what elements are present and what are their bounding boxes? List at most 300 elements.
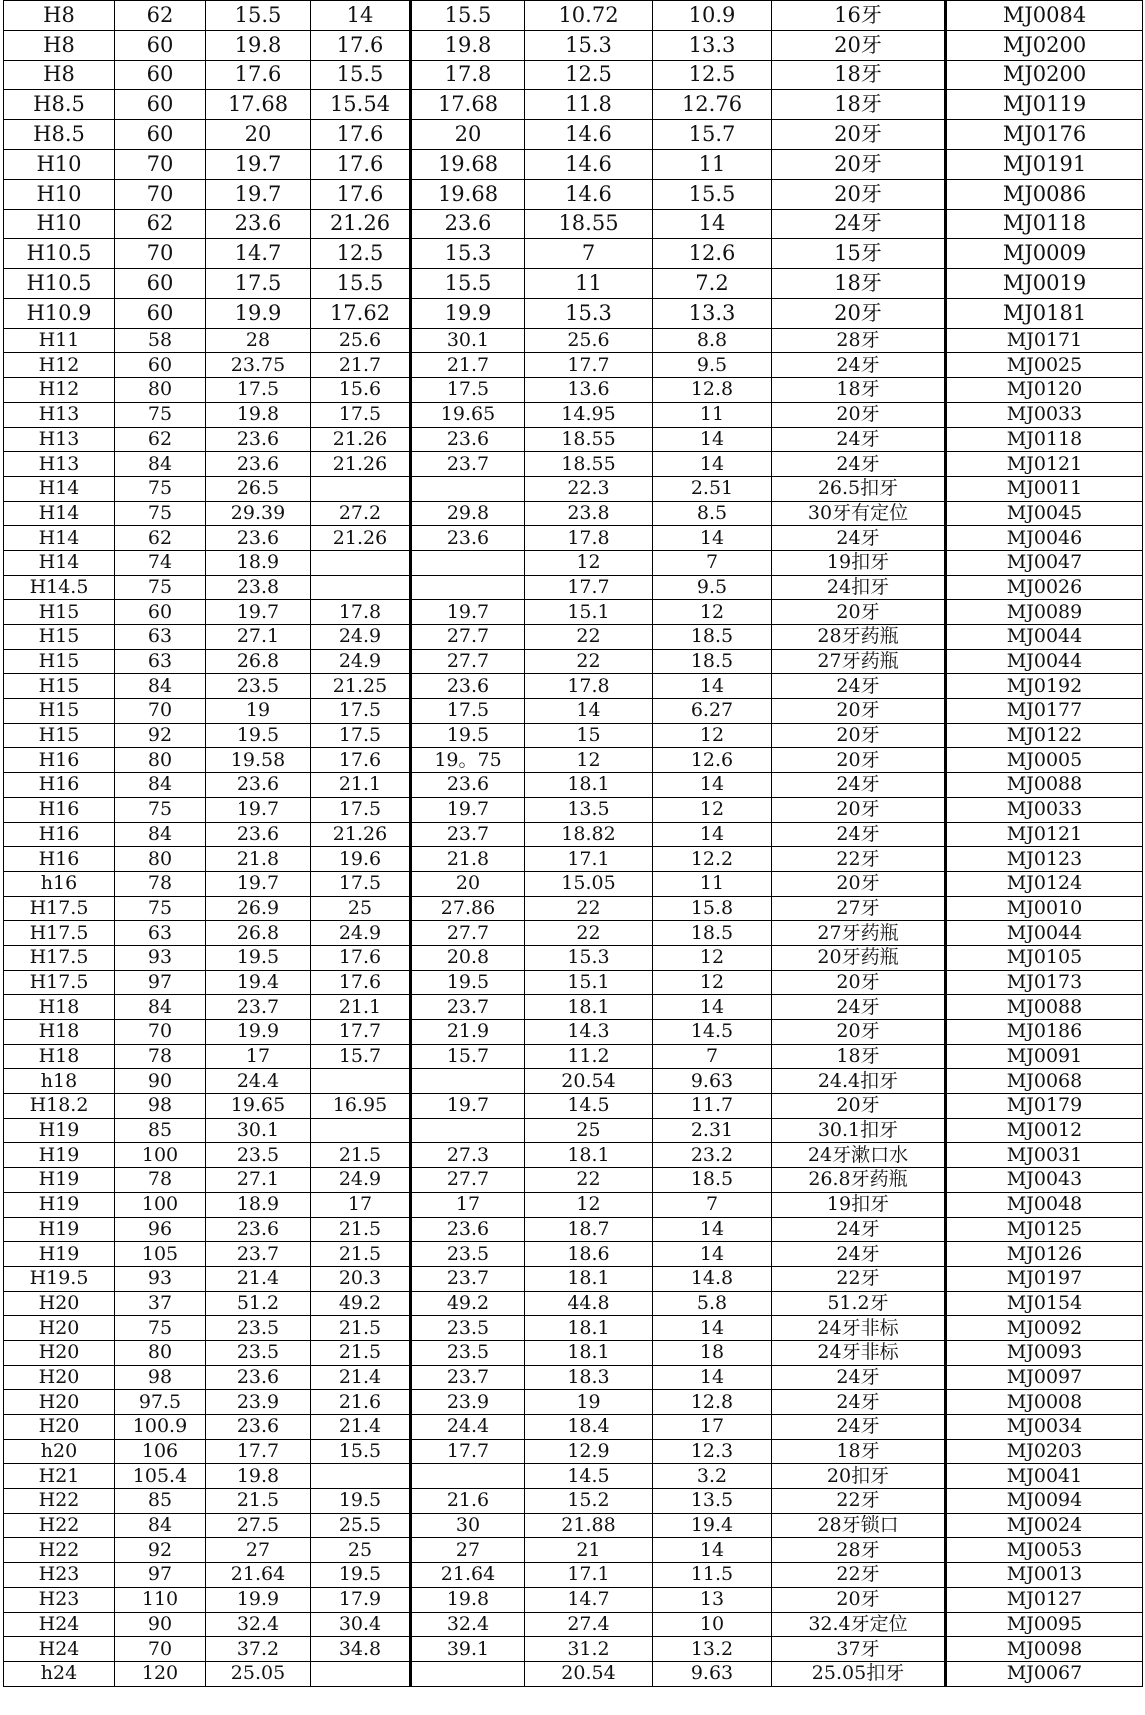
outer-dia-cell: 19.65 <box>206 1094 311 1119</box>
cap-dia-cell: 19.65 <box>411 402 525 427</box>
code-cell: MJ0044 <box>946 625 1143 650</box>
inner-dia-cell: 15.7 <box>311 1044 411 1069</box>
table-row <box>4 1094 1143 1119</box>
bore-cell: 13.6 <box>525 378 653 403</box>
cap-dia-cell: 23.6 <box>411 427 525 452</box>
depth-cell: 12 <box>653 945 772 970</box>
model-cell: H15 <box>4 699 115 724</box>
depth-cell: 7 <box>653 1044 772 1069</box>
inner-dia-cell: 21.26 <box>311 452 411 477</box>
outer-dia-cell: 30.1 <box>206 1118 311 1143</box>
thread-cell: 19扣牙 <box>772 550 946 575</box>
inner-dia-cell: 14 <box>311 1 411 31</box>
cap-dia-cell <box>411 575 525 600</box>
code-cell: MJ0046 <box>946 526 1143 551</box>
table-row <box>4 1563 1143 1588</box>
outer-dia-cell: 25.05 <box>206 1661 311 1686</box>
depth-cell: 9.5 <box>653 353 772 378</box>
bore-cell: 18.55 <box>525 209 653 239</box>
cap-dia-cell: 21.64 <box>411 1563 525 1588</box>
cap-dia-cell: 19.8 <box>411 30 525 60</box>
thread-cell: 18牙 <box>772 378 946 403</box>
cap-dia-cell: 23.7 <box>411 1365 525 1390</box>
model-cell: H10.5 <box>4 269 115 299</box>
bore-cell: 22 <box>525 625 653 650</box>
depth-cell: 18.5 <box>653 1168 772 1193</box>
bore-cell: 11 <box>525 269 653 299</box>
outer-dia-cell: 19.4 <box>206 970 311 995</box>
inner-dia-cell: 15.5 <box>311 1439 411 1464</box>
cap-dia-cell: 19.7 <box>411 797 525 822</box>
height-cell: 60 <box>115 269 206 299</box>
inner-dia-cell: 25.5 <box>311 1513 411 1538</box>
code-cell: MJ0124 <box>946 871 1143 896</box>
spec-table <box>3 0 1143 1687</box>
cap-dia-cell: 39.1 <box>411 1637 525 1662</box>
table-row <box>4 1316 1143 1341</box>
height-cell: 74 <box>115 550 206 575</box>
height-cell: 62 <box>115 1 206 31</box>
outer-dia-cell: 20 <box>206 120 311 150</box>
bore-cell: 12.5 <box>525 60 653 90</box>
bore-cell: 18.1 <box>525 1340 653 1365</box>
code-cell: MJ0121 <box>946 822 1143 847</box>
inner-dia-cell: 20.3 <box>311 1266 411 1291</box>
depth-cell: 12.3 <box>653 1439 772 1464</box>
depth-cell: 7 <box>653 550 772 575</box>
outer-dia-cell: 17 <box>206 1044 311 1069</box>
table-row <box>4 1538 1143 1563</box>
inner-dia-cell: 17.7 <box>311 1020 411 1045</box>
height-cell: 100.9 <box>115 1415 206 1440</box>
inner-dia-cell: 21.5 <box>311 1143 411 1168</box>
table-row <box>4 501 1143 526</box>
code-cell: MJ0179 <box>946 1094 1143 1119</box>
depth-cell: 14.5 <box>653 1020 772 1045</box>
table-row <box>4 1217 1143 1242</box>
model-cell: H10 <box>4 209 115 239</box>
inner-dia-cell: 19.5 <box>311 1563 411 1588</box>
bore-cell: 12 <box>525 1192 653 1217</box>
table-row <box>4 575 1143 600</box>
height-cell: 80 <box>115 847 206 872</box>
thread-cell: 18牙 <box>772 60 946 90</box>
outer-dia-cell: 18.9 <box>206 550 311 575</box>
inner-dia-cell: 30.4 <box>311 1612 411 1637</box>
code-cell: MJ0154 <box>946 1291 1143 1316</box>
depth-cell: 15.7 <box>653 120 772 150</box>
height-cell: 84 <box>115 674 206 699</box>
depth-cell: 12.5 <box>653 60 772 90</box>
table-row <box>4 921 1143 946</box>
height-cell: 97 <box>115 970 206 995</box>
model-cell: H17.5 <box>4 896 115 921</box>
depth-cell: 3.2 <box>653 1464 772 1489</box>
thread-cell: 20牙 <box>772 298 946 328</box>
thread-cell: 27牙药瓶 <box>772 921 946 946</box>
model-cell: H14 <box>4 476 115 501</box>
cap-dia-cell: 20 <box>411 120 525 150</box>
table-row <box>4 970 1143 995</box>
bore-cell: 14 <box>525 699 653 724</box>
thread-cell: 24牙 <box>772 995 946 1020</box>
bore-cell: 15.1 <box>525 600 653 625</box>
depth-cell: 13.3 <box>653 298 772 328</box>
cap-dia-cell: 23.7 <box>411 822 525 847</box>
depth-cell: 6.27 <box>653 699 772 724</box>
table-row <box>4 1168 1143 1193</box>
height-cell: 60 <box>115 60 206 90</box>
code-cell: MJ0047 <box>946 550 1143 575</box>
outer-dia-cell: 19 <box>206 699 311 724</box>
thread-cell: 24牙非标 <box>772 1316 946 1341</box>
inner-dia-cell: 21.4 <box>311 1365 411 1390</box>
outer-dia-cell: 23.8 <box>206 575 311 600</box>
height-cell: 70 <box>115 1020 206 1045</box>
thread-cell: 20牙 <box>772 723 946 748</box>
table-row <box>4 674 1143 699</box>
thread-cell: 20牙 <box>772 1020 946 1045</box>
depth-cell: 14 <box>653 674 772 699</box>
model-cell: H10.9 <box>4 298 115 328</box>
cap-dia-cell: 17.68 <box>411 90 525 120</box>
table-row <box>4 945 1143 970</box>
thread-cell: 20牙 <box>772 1094 946 1119</box>
model-cell: H15 <box>4 723 115 748</box>
outer-dia-cell: 17.68 <box>206 90 311 120</box>
outer-dia-cell: 37.2 <box>206 1637 311 1662</box>
model-cell: H22 <box>4 1513 115 1538</box>
table-row <box>4 748 1143 773</box>
outer-dia-cell: 19.7 <box>206 600 311 625</box>
model-cell: H20 <box>4 1415 115 1440</box>
depth-cell: 12.8 <box>653 378 772 403</box>
height-cell: 92 <box>115 723 206 748</box>
model-cell: H24 <box>4 1612 115 1637</box>
cap-dia-cell: 17.8 <box>411 60 525 90</box>
inner-dia-cell: 17.5 <box>311 723 411 748</box>
depth-cell: 11.5 <box>653 1563 772 1588</box>
spec-sheet <box>3 0 1142 1687</box>
inner-dia-cell: 21.4 <box>311 1415 411 1440</box>
height-cell: 70 <box>115 149 206 179</box>
height-cell: 98 <box>115 1365 206 1390</box>
code-cell: MJ0098 <box>946 1637 1143 1662</box>
outer-dia-cell: 24.4 <box>206 1069 311 1094</box>
cap-dia-cell: 17 <box>411 1192 525 1217</box>
code-cell: MJ0119 <box>946 90 1143 120</box>
model-cell: H13 <box>4 452 115 477</box>
outer-dia-cell: 17.5 <box>206 269 311 299</box>
cap-dia-cell: 20 <box>411 871 525 896</box>
model-cell: H20 <box>4 1291 115 1316</box>
height-cell: 75 <box>115 476 206 501</box>
depth-cell: 12.6 <box>653 748 772 773</box>
depth-cell: 5.8 <box>653 1291 772 1316</box>
code-cell: MJ0024 <box>946 1513 1143 1538</box>
model-cell: H17.5 <box>4 945 115 970</box>
model-cell: H13 <box>4 402 115 427</box>
height-cell: 84 <box>115 822 206 847</box>
depth-cell: 14 <box>653 1242 772 1267</box>
cap-dia-cell: 21.6 <box>411 1489 525 1514</box>
code-cell: MJ0084 <box>946 1 1143 31</box>
bore-cell: 14.95 <box>525 402 653 427</box>
height-cell: 63 <box>115 921 206 946</box>
bore-cell: 20.54 <box>525 1069 653 1094</box>
code-cell: MJ0088 <box>946 773 1143 798</box>
depth-cell: 12.2 <box>653 847 772 872</box>
depth-cell: 12 <box>653 600 772 625</box>
code-cell: MJ0191 <box>946 149 1143 179</box>
cap-dia-cell <box>411 1464 525 1489</box>
thread-cell: 18牙 <box>772 269 946 299</box>
cap-dia-cell: 19.5 <box>411 723 525 748</box>
height-cell: 100 <box>115 1143 206 1168</box>
bore-cell: 15.2 <box>525 1489 653 1514</box>
bore-cell: 14.6 <box>525 149 653 179</box>
bore-cell: 18.1 <box>525 773 653 798</box>
table-row <box>4 452 1143 477</box>
model-cell: H16 <box>4 822 115 847</box>
model-cell: H19 <box>4 1242 115 1267</box>
table-row <box>4 427 1143 452</box>
model-cell: H19 <box>4 1168 115 1193</box>
thread-cell: 20扣牙 <box>772 1464 946 1489</box>
inner-dia-cell: 21.1 <box>311 995 411 1020</box>
cap-dia-cell: 32.4 <box>411 1612 525 1637</box>
outer-dia-cell: 28 <box>206 328 311 353</box>
model-cell: H16 <box>4 797 115 822</box>
outer-dia-cell: 27.5 <box>206 1513 311 1538</box>
height-cell: 58 <box>115 328 206 353</box>
table-row <box>4 797 1143 822</box>
height-cell: 105.4 <box>115 1464 206 1489</box>
inner-dia-cell <box>311 1661 411 1686</box>
inner-dia-cell: 25.6 <box>311 328 411 353</box>
outer-dia-cell: 17.6 <box>206 60 311 90</box>
table-row <box>4 239 1143 269</box>
table-row <box>4 1365 1143 1390</box>
cap-dia-cell: 19.7 <box>411 600 525 625</box>
depth-cell: 11 <box>653 871 772 896</box>
code-cell: MJ0033 <box>946 402 1143 427</box>
thread-cell: 20牙 <box>772 871 946 896</box>
bore-cell: 15.05 <box>525 871 653 896</box>
depth-cell: 14 <box>653 526 772 551</box>
cap-dia-cell: 27.7 <box>411 625 525 650</box>
height-cell: 84 <box>115 452 206 477</box>
thread-cell: 24牙非标 <box>772 1340 946 1365</box>
model-cell: H8.5 <box>4 90 115 120</box>
height-cell: 75 <box>115 575 206 600</box>
bore-cell: 17.1 <box>525 847 653 872</box>
thread-cell: 24扣牙 <box>772 575 946 600</box>
outer-dia-cell: 23.6 <box>206 1415 311 1440</box>
outer-dia-cell: 23.6 <box>206 209 311 239</box>
inner-dia-cell <box>311 1464 411 1489</box>
cap-dia-cell: 15.5 <box>411 1 525 31</box>
cap-dia-cell: 30 <box>411 1513 525 1538</box>
model-cell: H18 <box>4 1020 115 1045</box>
height-cell: 60 <box>115 600 206 625</box>
bore-cell: 18.1 <box>525 1143 653 1168</box>
inner-dia-cell: 19.5 <box>311 1489 411 1514</box>
model-cell: H17.5 <box>4 970 115 995</box>
depth-cell: 14 <box>653 995 772 1020</box>
bore-cell: 15.3 <box>525 30 653 60</box>
inner-dia-cell: 24.9 <box>311 921 411 946</box>
bore-cell: 22 <box>525 1168 653 1193</box>
height-cell: 84 <box>115 1513 206 1538</box>
thread-cell: 28牙药瓶 <box>772 625 946 650</box>
inner-dia-cell: 17.6 <box>311 30 411 60</box>
table-row <box>4 625 1143 650</box>
outer-dia-cell: 21.5 <box>206 1489 311 1514</box>
code-cell: MJ0048 <box>946 1192 1143 1217</box>
height-cell: 78 <box>115 1044 206 1069</box>
depth-cell: 15.5 <box>653 179 772 209</box>
code-cell: MJ0186 <box>946 1020 1143 1045</box>
code-cell: MJ0088 <box>946 995 1143 1020</box>
depth-cell: 18.5 <box>653 625 772 650</box>
cap-dia-cell: 15.7 <box>411 1044 525 1069</box>
code-cell: MJ0095 <box>946 1612 1143 1637</box>
bore-cell: 18.1 <box>525 1316 653 1341</box>
depth-cell: 2.51 <box>653 476 772 501</box>
inner-dia-cell: 15.5 <box>311 269 411 299</box>
height-cell: 105 <box>115 1242 206 1267</box>
code-cell: MJ0203 <box>946 1439 1143 1464</box>
bore-cell: 7 <box>525 239 653 269</box>
bore-cell: 18.4 <box>525 1415 653 1440</box>
code-cell: MJ0173 <box>946 970 1143 995</box>
code-cell: MJ0043 <box>946 1168 1143 1193</box>
code-cell: MJ0033 <box>946 797 1143 822</box>
table-row <box>4 60 1143 90</box>
model-cell: H18 <box>4 995 115 1020</box>
inner-dia-cell: 34.8 <box>311 1637 411 1662</box>
cap-dia-cell <box>411 1118 525 1143</box>
bore-cell: 15.3 <box>525 298 653 328</box>
thread-cell: 20牙 <box>772 149 946 179</box>
height-cell: 84 <box>115 995 206 1020</box>
model-cell: H13 <box>4 427 115 452</box>
model-cell: H20 <box>4 1340 115 1365</box>
outer-dia-cell: 27 <box>206 1538 311 1563</box>
thread-cell: 24牙 <box>772 1415 946 1440</box>
bore-cell: 22.3 <box>525 476 653 501</box>
bore-cell: 15.3 <box>525 945 653 970</box>
outer-dia-cell: 23.7 <box>206 1242 311 1267</box>
inner-dia-cell: 17.6 <box>311 149 411 179</box>
depth-cell: 12.76 <box>653 90 772 120</box>
bore-cell: 44.8 <box>525 1291 653 1316</box>
depth-cell: 11.7 <box>653 1094 772 1119</box>
table-row <box>4 773 1143 798</box>
inner-dia-cell: 16.95 <box>311 1094 411 1119</box>
depth-cell: 9.63 <box>653 1069 772 1094</box>
inner-dia-cell: 21.1 <box>311 773 411 798</box>
bore-cell: 21 <box>525 1538 653 1563</box>
bore-cell: 18.7 <box>525 1217 653 1242</box>
outer-dia-cell: 21.4 <box>206 1266 311 1291</box>
table-row <box>4 120 1143 150</box>
thread-cell: 24牙 <box>772 526 946 551</box>
outer-dia-cell: 23.6 <box>206 526 311 551</box>
thread-cell: 24牙 <box>772 452 946 477</box>
table-row <box>4 298 1143 328</box>
outer-dia-cell: 23.9 <box>206 1390 311 1415</box>
model-cell: H19 <box>4 1217 115 1242</box>
depth-cell: 7 <box>653 1192 772 1217</box>
inner-dia-cell: 21.5 <box>311 1242 411 1267</box>
thread-cell: 20牙药瓶 <box>772 945 946 970</box>
bore-cell: 15.1 <box>525 970 653 995</box>
thread-cell: 20牙 <box>772 120 946 150</box>
code-cell: MJ0118 <box>946 209 1143 239</box>
depth-cell: 19.4 <box>653 1513 772 1538</box>
height-cell: 93 <box>115 1266 206 1291</box>
outer-dia-cell: 19.5 <box>206 945 311 970</box>
code-cell: MJ0034 <box>946 1415 1143 1440</box>
outer-dia-cell: 23.6 <box>206 1217 311 1242</box>
model-cell: h18 <box>4 1069 115 1094</box>
thread-cell: 28牙 <box>772 1538 946 1563</box>
bore-cell: 17.7 <box>525 353 653 378</box>
thread-cell: 51.2牙 <box>772 1291 946 1316</box>
inner-dia-cell: 15.6 <box>311 378 411 403</box>
model-cell: H15 <box>4 625 115 650</box>
height-cell: 120 <box>115 1661 206 1686</box>
outer-dia-cell: 23.6 <box>206 427 311 452</box>
depth-cell: 18 <box>653 1340 772 1365</box>
model-cell: H8.5 <box>4 120 115 150</box>
cap-dia-cell: 19.68 <box>411 149 525 179</box>
model-cell: H16 <box>4 847 115 872</box>
code-cell: MJ0200 <box>946 30 1143 60</box>
bore-cell: 14.7 <box>525 1587 653 1612</box>
outer-dia-cell: 19.8 <box>206 402 311 427</box>
height-cell: 62 <box>115 209 206 239</box>
table-row <box>4 1612 1143 1637</box>
code-cell: MJ0171 <box>946 328 1143 353</box>
thread-cell: 24牙 <box>772 674 946 699</box>
depth-cell: 18.5 <box>653 921 772 946</box>
cap-dia-cell: 19。75 <box>411 748 525 773</box>
code-cell: MJ0118 <box>946 427 1143 452</box>
code-cell: MJ0044 <box>946 649 1143 674</box>
cap-dia-cell: 27.7 <box>411 921 525 946</box>
outer-dia-cell: 51.2 <box>206 1291 311 1316</box>
table-row <box>4 550 1143 575</box>
thread-cell: 30牙有定位 <box>772 501 946 526</box>
depth-cell: 12.8 <box>653 1390 772 1415</box>
height-cell: 106 <box>115 1439 206 1464</box>
cap-dia-cell <box>411 550 525 575</box>
table-row <box>4 402 1143 427</box>
depth-cell: 9.63 <box>653 1661 772 1686</box>
inner-dia-cell: 17.5 <box>311 699 411 724</box>
cap-dia-cell: 17.5 <box>411 699 525 724</box>
code-cell: MJ0031 <box>946 1143 1143 1168</box>
inner-dia-cell: 21.5 <box>311 1340 411 1365</box>
depth-cell: 23.2 <box>653 1143 772 1168</box>
outer-dia-cell: 19.7 <box>206 149 311 179</box>
table-row <box>4 1661 1143 1686</box>
model-cell: H14 <box>4 501 115 526</box>
thread-cell: 27牙 <box>772 896 946 921</box>
